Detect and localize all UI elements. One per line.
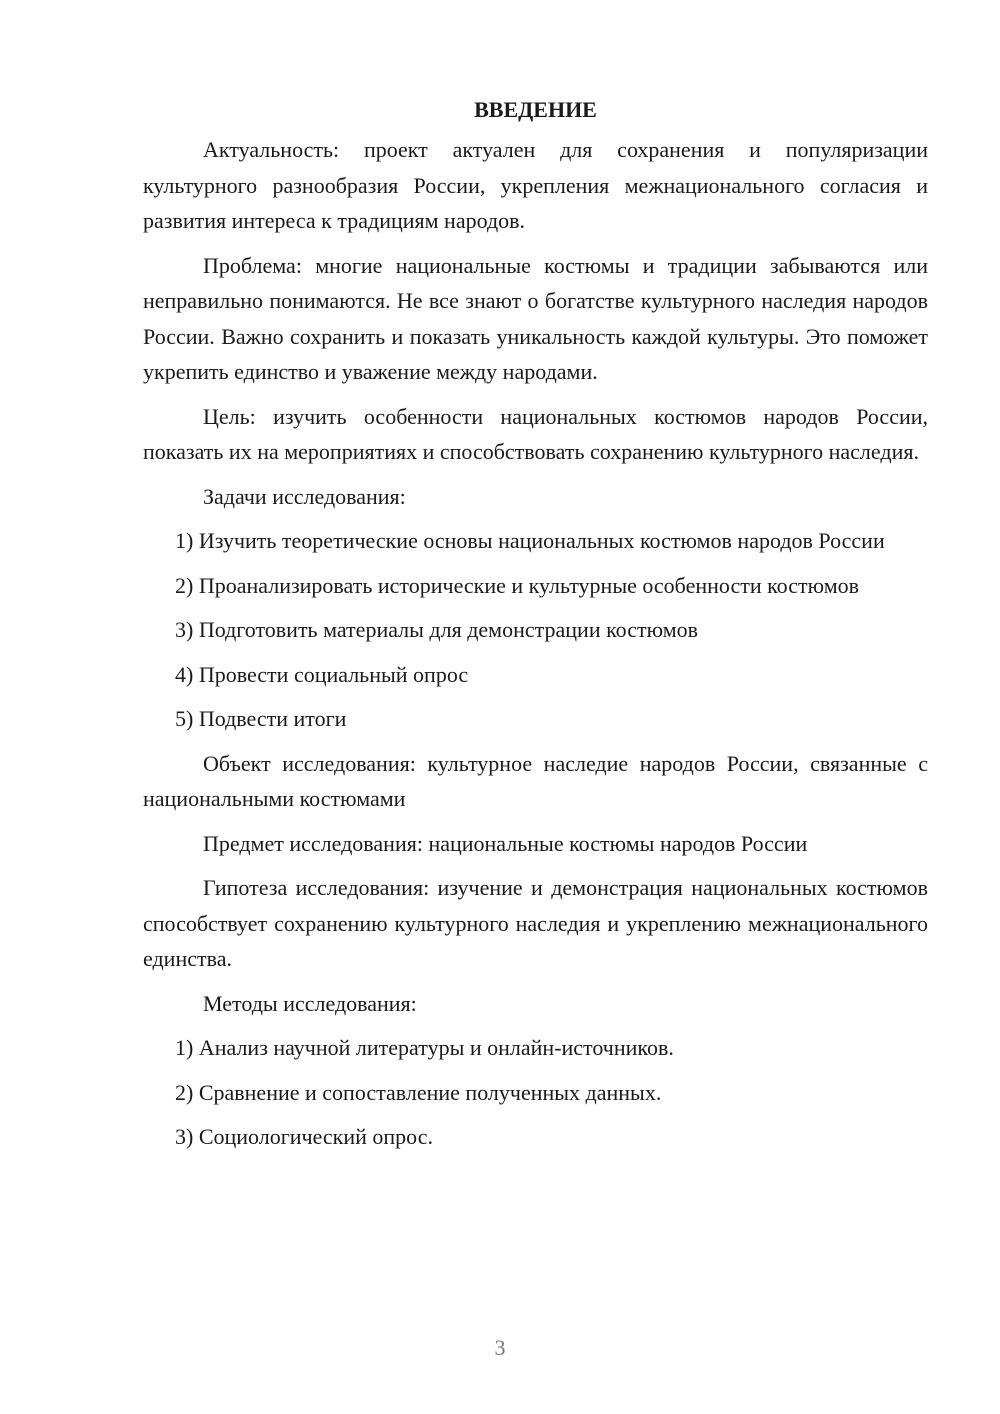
relevance-paragraph: Актуальность: проект актуален для сохранения и популяризации культурного разнообразия России, укрепления межнационального согласия и развития интереса к традициям народов. [143, 137, 928, 233]
page-heading: ВВЕДЕНИЕ [474, 97, 597, 122]
task-item: 1) Изучить теоретические основы национальных костюмов народов России [175, 528, 885, 553]
method-item: 1) Анализ научной литературы и онлайн-источников. [175, 1035, 674, 1060]
object-paragraph: Объект исследования: культурное наследие народов России, связанные с национальными костюмами [143, 750, 928, 811]
method-item: 2) Сравнение и сопоставление полученных данных. [175, 1079, 662, 1105]
subject-paragraph: Предмет исследования: национальные костюмы народов России [203, 830, 808, 856]
method-item: 3) Социологический опрос. [175, 1124, 433, 1149]
task-item: 4) Провести социальный опрос [175, 661, 469, 687]
problem-paragraph: Проблема: многие национальные костюмы и традиции забываются или неправильно понимаются. Не все знают о богатстве культурного наследия народов России. Важно сохранить и показать уникальность каждой культуры. Это поможет укрепить единство и уважение между народами. [143, 252, 928, 384]
hypothesis-paragraph: Гипотеза исследования: изучение и демонстрация национальных костюмов способствует сохранению культурного наследия и укреплению межнационального единства. [143, 875, 928, 971]
page-number: 3 [494, 1335, 506, 1360]
goal-paragraph: Цель: изучить особенности национальных костюмов народов России, показать их на мероприятиях и способствовать сохранению культурного наследия. [143, 403, 928, 464]
task-item: 3) Подготовить материалы для демонстрации костюмов [175, 617, 699, 642]
document-page [143, 92, 928, 1164]
task-item: 2) Проанализировать исторические и культурные особенности костюмов [175, 572, 860, 598]
tasks-title: Задачи исследования: [203, 483, 406, 509]
methods-title: Методы исследования: [203, 990, 417, 1016]
task-item: 5) Подвести итоги [175, 706, 347, 731]
